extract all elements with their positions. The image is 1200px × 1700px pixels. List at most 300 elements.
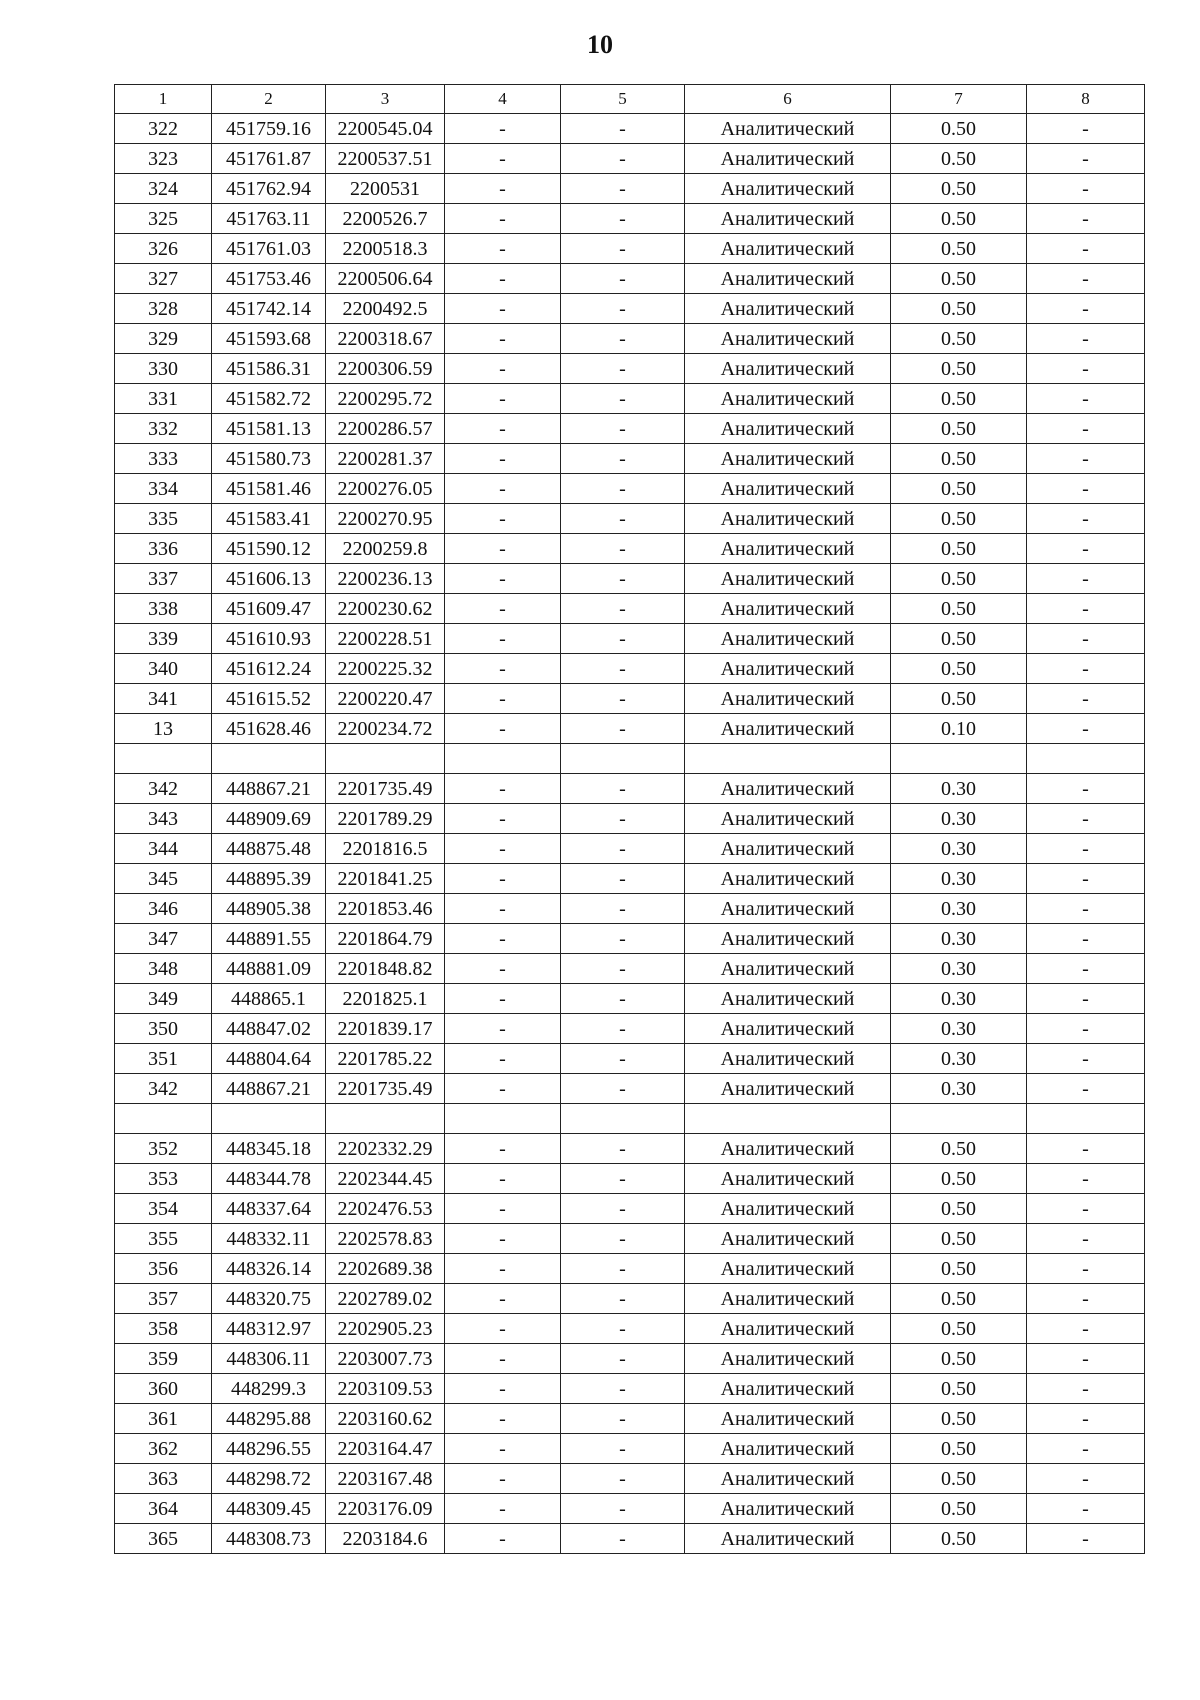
table-cell: 448298.72 bbox=[212, 1464, 326, 1494]
table-cell: Аналитический bbox=[685, 1164, 891, 1194]
table-cell: 327 bbox=[115, 264, 212, 294]
table-cell: - bbox=[445, 294, 561, 324]
table-cell: - bbox=[1027, 1044, 1145, 1074]
table-cell: 352 bbox=[115, 1134, 212, 1164]
table-cell: - bbox=[1027, 114, 1145, 144]
table-cell: - bbox=[445, 444, 561, 474]
table-cell: 451609.47 bbox=[212, 594, 326, 624]
table-cell: - bbox=[1027, 474, 1145, 504]
table-cell: 448320.75 bbox=[212, 1284, 326, 1314]
table-cell: 451761.87 bbox=[212, 144, 326, 174]
table-cell: - bbox=[1027, 684, 1145, 714]
table-cell: 2202789.02 bbox=[326, 1284, 445, 1314]
table-cell: - bbox=[561, 1434, 685, 1464]
table-cell: 451762.94 bbox=[212, 174, 326, 204]
table-cell: - bbox=[561, 324, 685, 354]
table-cell: - bbox=[561, 1314, 685, 1344]
table-cell: Аналитический bbox=[685, 684, 891, 714]
table-cell: Аналитический bbox=[685, 954, 891, 984]
table-cell: - bbox=[1027, 864, 1145, 894]
table-cell: 2200220.47 bbox=[326, 684, 445, 714]
table-cell: 0.50 bbox=[891, 1284, 1027, 1314]
table-cell: 2200545.04 bbox=[326, 114, 445, 144]
table-row bbox=[115, 894, 1145, 924]
table-cell: 334 bbox=[115, 474, 212, 504]
table-cell: Аналитический bbox=[685, 1464, 891, 1494]
table-cell: - bbox=[1027, 1014, 1145, 1044]
table-cell: 0.50 bbox=[891, 1314, 1027, 1344]
table-row bbox=[115, 234, 1145, 264]
table-cell: 448804.64 bbox=[212, 1044, 326, 1074]
table-cell: 0.50 bbox=[891, 654, 1027, 684]
table-cell: - bbox=[561, 294, 685, 324]
table-cell: - bbox=[445, 1314, 561, 1344]
table-cell: - bbox=[445, 534, 561, 564]
table-cell: - bbox=[561, 1374, 685, 1404]
table-cell: Аналитический bbox=[685, 1344, 891, 1374]
column-header: 7 bbox=[891, 85, 1027, 114]
table-cell: - bbox=[445, 144, 561, 174]
table-cell: - bbox=[1027, 1194, 1145, 1224]
table-cell: 355 bbox=[115, 1224, 212, 1254]
table-cell: 448295.88 bbox=[212, 1404, 326, 1434]
table-row bbox=[115, 714, 1145, 744]
table-cell: - bbox=[561, 1524, 685, 1554]
table-cell bbox=[561, 1104, 685, 1134]
table-cell: 343 bbox=[115, 804, 212, 834]
table-cell: Аналитический bbox=[685, 1494, 891, 1524]
table-row bbox=[115, 654, 1145, 684]
table-cell: 0.50 bbox=[891, 594, 1027, 624]
table-cell: 335 bbox=[115, 504, 212, 534]
table-cell: - bbox=[561, 804, 685, 834]
table-cell: 0.30 bbox=[891, 924, 1027, 954]
table-cell: - bbox=[1027, 414, 1145, 444]
table-cell: - bbox=[1027, 564, 1145, 594]
table-row bbox=[115, 174, 1145, 204]
table-cell: 2202905.23 bbox=[326, 1314, 445, 1344]
table-cell: 448895.39 bbox=[212, 864, 326, 894]
table-cell: 0.50 bbox=[891, 144, 1027, 174]
table-cell: - bbox=[1027, 1224, 1145, 1254]
table-cell: - bbox=[561, 1284, 685, 1314]
table-cell: - bbox=[445, 324, 561, 354]
table-cell: 2202332.29 bbox=[326, 1134, 445, 1164]
table-cell: 2202689.38 bbox=[326, 1254, 445, 1284]
table-cell: 0.30 bbox=[891, 1074, 1027, 1104]
table-cell: 448344.78 bbox=[212, 1164, 326, 1194]
table-cell: 2201785.22 bbox=[326, 1044, 445, 1074]
table-cell: 351 bbox=[115, 1044, 212, 1074]
table-row bbox=[115, 1464, 1145, 1494]
table-row bbox=[115, 684, 1145, 714]
table-cell: - bbox=[445, 714, 561, 744]
table-cell: - bbox=[445, 774, 561, 804]
table-cell: - bbox=[561, 354, 685, 384]
table-cell: - bbox=[445, 1164, 561, 1194]
table-cell: Аналитический bbox=[685, 474, 891, 504]
table-cell: 451763.11 bbox=[212, 204, 326, 234]
table-cell: 448345.18 bbox=[212, 1134, 326, 1164]
table-cell: 2203167.48 bbox=[326, 1464, 445, 1494]
column-header: 6 bbox=[685, 85, 891, 114]
table-cell: - bbox=[445, 1464, 561, 1494]
separator-row bbox=[115, 1104, 1145, 1134]
table-cell: Аналитический bbox=[685, 1284, 891, 1314]
table-row bbox=[115, 444, 1145, 474]
table-cell: 2200531 bbox=[326, 174, 445, 204]
table-cell: - bbox=[445, 684, 561, 714]
table-cell: - bbox=[561, 174, 685, 204]
table-cell: Аналитический bbox=[685, 864, 891, 894]
coordinates-table bbox=[114, 84, 1145, 1554]
table-cell: 329 bbox=[115, 324, 212, 354]
table-cell bbox=[212, 1104, 326, 1134]
table-cell: 365 bbox=[115, 1524, 212, 1554]
table-cell: - bbox=[445, 1194, 561, 1224]
table-cell: - bbox=[1027, 1344, 1145, 1374]
table-cell: 0.50 bbox=[891, 1524, 1027, 1554]
table-cell bbox=[445, 744, 561, 774]
table-cell: 448881.09 bbox=[212, 954, 326, 984]
table-cell: - bbox=[445, 204, 561, 234]
table-cell: 2203184.6 bbox=[326, 1524, 445, 1554]
table-cell: Аналитический bbox=[685, 534, 891, 564]
table-cell: - bbox=[1027, 354, 1145, 384]
table-cell: 2203109.53 bbox=[326, 1374, 445, 1404]
table-cell: - bbox=[445, 1494, 561, 1524]
table-cell: Аналитический bbox=[685, 1254, 891, 1284]
table-cell: 340 bbox=[115, 654, 212, 684]
table-cell: - bbox=[1027, 504, 1145, 534]
table-cell: 2201848.82 bbox=[326, 954, 445, 984]
column-header: 2 bbox=[212, 85, 326, 114]
table-row bbox=[115, 804, 1145, 834]
table-cell: 13 bbox=[115, 714, 212, 744]
table-row bbox=[115, 1014, 1145, 1044]
table-cell: 448891.55 bbox=[212, 924, 326, 954]
table-cell: - bbox=[1027, 774, 1145, 804]
table-cell: 330 bbox=[115, 354, 212, 384]
table-cell: - bbox=[1027, 594, 1145, 624]
table-cell: 0.50 bbox=[891, 444, 1027, 474]
table-cell: Аналитический bbox=[685, 174, 891, 204]
table-cell: 0.30 bbox=[891, 834, 1027, 864]
header-row bbox=[115, 85, 1145, 114]
table-cell: - bbox=[445, 1014, 561, 1044]
table-cell: 357 bbox=[115, 1284, 212, 1314]
table-cell: 360 bbox=[115, 1374, 212, 1404]
table-cell: - bbox=[1027, 954, 1145, 984]
table-cell: 0.50 bbox=[891, 384, 1027, 414]
table-cell: - bbox=[561, 894, 685, 924]
table-row bbox=[115, 1254, 1145, 1284]
table-cell: - bbox=[561, 1344, 685, 1374]
table-cell: - bbox=[1027, 1164, 1145, 1194]
table-cell: - bbox=[561, 1404, 685, 1434]
table-cell: - bbox=[445, 384, 561, 414]
table-cell: 451593.68 bbox=[212, 324, 326, 354]
table-cell: - bbox=[561, 534, 685, 564]
table-cell: - bbox=[561, 864, 685, 894]
table-row bbox=[115, 1314, 1145, 1344]
table-cell: - bbox=[445, 1524, 561, 1554]
table-cell: - bbox=[561, 774, 685, 804]
table-cell: - bbox=[445, 984, 561, 1014]
table-cell: 451581.13 bbox=[212, 414, 326, 444]
table-cell: 448867.21 bbox=[212, 1074, 326, 1104]
table-row bbox=[115, 1134, 1145, 1164]
table-cell: 359 bbox=[115, 1344, 212, 1374]
table-cell bbox=[115, 744, 212, 774]
table-cell: - bbox=[561, 1224, 685, 1254]
table-cell: Аналитический bbox=[685, 834, 891, 864]
table-cell: 0.50 bbox=[891, 1374, 1027, 1404]
column-header: 8 bbox=[1027, 85, 1145, 114]
table-cell: 448875.48 bbox=[212, 834, 326, 864]
table-cell: 328 bbox=[115, 294, 212, 324]
table-cell: - bbox=[445, 504, 561, 534]
table-cell bbox=[445, 1104, 561, 1134]
table-cell: - bbox=[1027, 1314, 1145, 1344]
table-cell: - bbox=[445, 1224, 561, 1254]
table-cell: - bbox=[1027, 714, 1145, 744]
table-cell: 448299.3 bbox=[212, 1374, 326, 1404]
table-cell: - bbox=[445, 414, 561, 444]
table-cell: - bbox=[445, 1284, 561, 1314]
table-cell: - bbox=[445, 1254, 561, 1284]
table-cell: - bbox=[561, 954, 685, 984]
table-cell bbox=[212, 744, 326, 774]
table-cell: - bbox=[1027, 264, 1145, 294]
table-cell: 2200225.32 bbox=[326, 654, 445, 684]
table-cell: 356 bbox=[115, 1254, 212, 1284]
table-row bbox=[115, 1374, 1145, 1404]
table-row bbox=[115, 204, 1145, 234]
table-cell: 0.30 bbox=[891, 984, 1027, 1014]
table-cell: 448865.1 bbox=[212, 984, 326, 1014]
column-header: 3 bbox=[326, 85, 445, 114]
table-cell: - bbox=[1027, 1464, 1145, 1494]
table-cell: 324 bbox=[115, 174, 212, 204]
table-cell: 2201735.49 bbox=[326, 1074, 445, 1104]
table-cell: 341 bbox=[115, 684, 212, 714]
table-cell: - bbox=[561, 204, 685, 234]
table-cell: 0.50 bbox=[891, 1224, 1027, 1254]
table-cell: - bbox=[1027, 234, 1145, 264]
table-cell: Аналитический bbox=[685, 1134, 891, 1164]
table-cell: Аналитический bbox=[685, 894, 891, 924]
table-cell: - bbox=[445, 624, 561, 654]
table-cell: 342 bbox=[115, 774, 212, 804]
table-row bbox=[115, 954, 1145, 984]
table-cell: - bbox=[445, 894, 561, 924]
table-cell: 2200537.51 bbox=[326, 144, 445, 174]
table-cell: - bbox=[445, 804, 561, 834]
table-cell: 0.50 bbox=[891, 1494, 1027, 1524]
table-cell: - bbox=[561, 234, 685, 264]
table-cell: 451582.72 bbox=[212, 384, 326, 414]
table-cell: 2203007.73 bbox=[326, 1344, 445, 1374]
table-cell: Аналитический bbox=[685, 984, 891, 1014]
table-cell: 353 bbox=[115, 1164, 212, 1194]
table-cell: 0.50 bbox=[891, 234, 1027, 264]
table-cell: 2200230.62 bbox=[326, 594, 445, 624]
table-cell: - bbox=[445, 594, 561, 624]
table-cell: Аналитический bbox=[685, 564, 891, 594]
table-cell: 2200228.51 bbox=[326, 624, 445, 654]
table-cell: 451590.12 bbox=[212, 534, 326, 564]
table-cell: - bbox=[561, 264, 685, 294]
table-cell: 2200270.95 bbox=[326, 504, 445, 534]
table-row bbox=[115, 774, 1145, 804]
table-cell: 0.50 bbox=[891, 1404, 1027, 1434]
table-cell: Аналитический bbox=[685, 324, 891, 354]
table-cell: 339 bbox=[115, 624, 212, 654]
table-cell: 332 bbox=[115, 414, 212, 444]
table-cell: Аналитический bbox=[685, 1524, 891, 1554]
table-cell: - bbox=[1027, 894, 1145, 924]
table-cell: 350 bbox=[115, 1014, 212, 1044]
table-cell: - bbox=[1027, 1134, 1145, 1164]
table-cell: 361 bbox=[115, 1404, 212, 1434]
table-row bbox=[115, 1194, 1145, 1224]
table-cell: - bbox=[445, 474, 561, 504]
table-cell: - bbox=[1027, 144, 1145, 174]
table-cell: - bbox=[445, 1434, 561, 1464]
table-cell: - bbox=[1027, 204, 1145, 234]
table-cell: 448312.97 bbox=[212, 1314, 326, 1344]
table-cell: Аналитический bbox=[685, 414, 891, 444]
table-cell: 347 bbox=[115, 924, 212, 954]
table-cell: 2200318.67 bbox=[326, 324, 445, 354]
table-row bbox=[115, 1344, 1145, 1374]
table-cell: Аналитический bbox=[685, 714, 891, 744]
table-cell: 2201839.17 bbox=[326, 1014, 445, 1044]
table-cell: 451753.46 bbox=[212, 264, 326, 294]
table-cell: 0.50 bbox=[891, 1344, 1027, 1374]
table-cell: Аналитический bbox=[685, 1014, 891, 1044]
table-row bbox=[115, 474, 1145, 504]
table-cell: - bbox=[1027, 384, 1145, 414]
column-header: 5 bbox=[561, 85, 685, 114]
table-cell: 2200518.3 bbox=[326, 234, 445, 264]
table-cell: - bbox=[1027, 624, 1145, 654]
table-cell: 2201841.25 bbox=[326, 864, 445, 894]
table-cell: 0.50 bbox=[891, 1434, 1027, 1464]
table-cell: 448306.11 bbox=[212, 1344, 326, 1374]
table-cell bbox=[326, 744, 445, 774]
table-cell: - bbox=[561, 144, 685, 174]
table-cell: 0.50 bbox=[891, 324, 1027, 354]
table-row bbox=[115, 504, 1145, 534]
table-cell: 451610.93 bbox=[212, 624, 326, 654]
table-cell: - bbox=[1027, 1434, 1145, 1464]
table-cell: 2200492.5 bbox=[326, 294, 445, 324]
table-cell: 0.50 bbox=[891, 564, 1027, 594]
table-cell: - bbox=[1027, 1374, 1145, 1404]
table-cell: - bbox=[445, 114, 561, 144]
table-cell: - bbox=[561, 1134, 685, 1164]
table-cell bbox=[561, 744, 685, 774]
table-cell: 0.50 bbox=[891, 114, 1027, 144]
table-cell: Аналитический bbox=[685, 1194, 891, 1224]
table-cell bbox=[891, 1104, 1027, 1134]
table-cell: 2201816.5 bbox=[326, 834, 445, 864]
table-cell: 2200286.57 bbox=[326, 414, 445, 444]
table-cell: - bbox=[1027, 534, 1145, 564]
table-cell: - bbox=[561, 414, 685, 444]
table-cell: - bbox=[445, 954, 561, 984]
table-cell: Аналитический bbox=[685, 234, 891, 264]
table-cell: 2200306.59 bbox=[326, 354, 445, 384]
table-cell: - bbox=[445, 1344, 561, 1374]
table-cell: 325 bbox=[115, 204, 212, 234]
table-cell: 0.30 bbox=[891, 1014, 1027, 1044]
table-cell: 337 bbox=[115, 564, 212, 594]
table-cell: 2203176.09 bbox=[326, 1494, 445, 1524]
column-header: 4 bbox=[445, 85, 561, 114]
table-cell: 2200259.8 bbox=[326, 534, 445, 564]
table-cell: 0.10 bbox=[891, 714, 1027, 744]
table-cell bbox=[685, 1104, 891, 1134]
table-cell: 336 bbox=[115, 534, 212, 564]
table-cell: - bbox=[1027, 654, 1145, 684]
table-body bbox=[115, 114, 1145, 1554]
table-cell: 0.50 bbox=[891, 1464, 1027, 1494]
table-cell: 451580.73 bbox=[212, 444, 326, 474]
table-cell: - bbox=[561, 1014, 685, 1044]
table-cell: - bbox=[561, 384, 685, 414]
table-cell: 2200234.72 bbox=[326, 714, 445, 744]
table-cell: 362 bbox=[115, 1434, 212, 1464]
table-cell: 0.30 bbox=[891, 954, 1027, 984]
table-cell: 0.50 bbox=[891, 264, 1027, 294]
table-cell: - bbox=[561, 1194, 685, 1224]
table-cell: Аналитический bbox=[685, 204, 891, 234]
table-cell: 0.30 bbox=[891, 1044, 1027, 1074]
table-cell: 348 bbox=[115, 954, 212, 984]
table-row bbox=[115, 534, 1145, 564]
table-cell: 354 bbox=[115, 1194, 212, 1224]
table-cell: - bbox=[445, 1074, 561, 1104]
table-cell: 0.50 bbox=[891, 1254, 1027, 1284]
table-cell: 0.30 bbox=[891, 774, 1027, 804]
table-cell: 451742.14 bbox=[212, 294, 326, 324]
table-cell: - bbox=[561, 714, 685, 744]
table-cell: - bbox=[561, 1494, 685, 1524]
table-cell: Аналитический bbox=[685, 504, 891, 534]
table-cell: Аналитический bbox=[685, 384, 891, 414]
table-cell: Аналитический bbox=[685, 1224, 891, 1254]
table-cell: 448309.45 bbox=[212, 1494, 326, 1524]
table-cell: 451586.31 bbox=[212, 354, 326, 384]
table-cell: - bbox=[445, 1404, 561, 1434]
table-cell: - bbox=[1027, 1494, 1145, 1524]
table-row bbox=[115, 354, 1145, 384]
table-row bbox=[115, 1404, 1145, 1434]
table-cell: 0.30 bbox=[891, 804, 1027, 834]
table-cell: 451583.41 bbox=[212, 504, 326, 534]
table-cell: 451612.24 bbox=[212, 654, 326, 684]
table-cell: - bbox=[561, 1254, 685, 1284]
table-row bbox=[115, 414, 1145, 444]
table-cell: 0.50 bbox=[891, 534, 1027, 564]
table-row bbox=[115, 114, 1145, 144]
table-cell: - bbox=[1027, 834, 1145, 864]
table-cell: 2200526.7 bbox=[326, 204, 445, 234]
table-row bbox=[115, 1494, 1145, 1524]
